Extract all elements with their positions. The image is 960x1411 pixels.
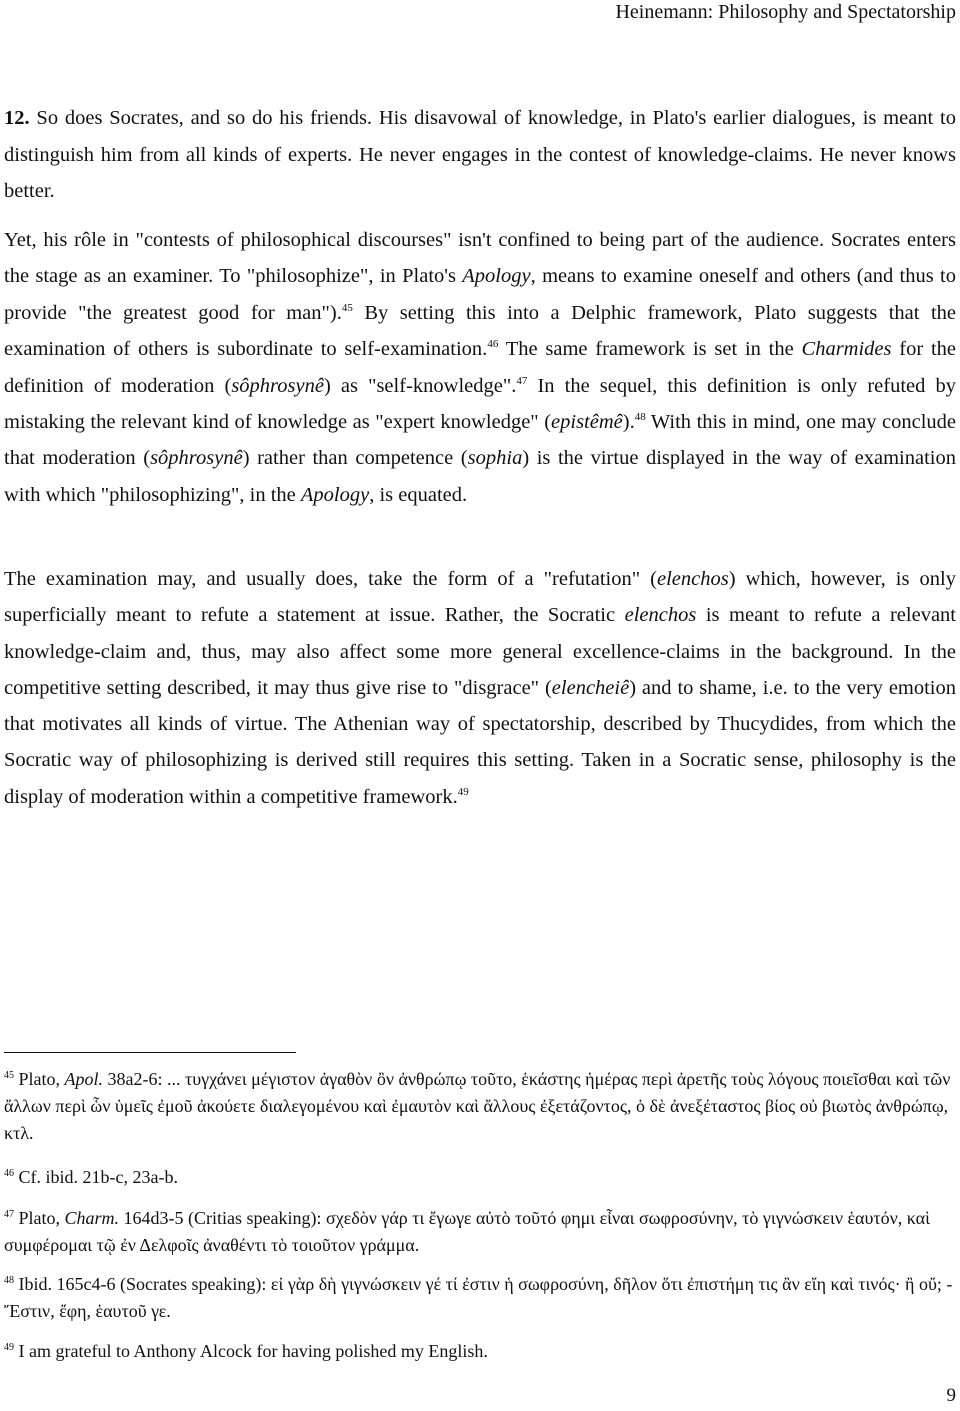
greek-term: sôphrosynê [150, 447, 243, 470]
work-abbreviation: Apol. [64, 1069, 104, 1089]
footnote-45 [4, 1066, 956, 1147]
greek-term: elenchos [624, 604, 697, 627]
text-segment: ) which, however, is only superficially meant to refute a statement at issue. Rather, the Socratic [4, 568, 956, 627]
paragraph-refutation [4, 561, 956, 815]
footnote-text: 38a2-6: ... τυγχάνει μέγιστον ἀγαθὸν ὂν ἀνθρώπῳ τοῦτο, ἑκάστης ἡμέρας περὶ ἀρετῆς τοὺς λόγους ποιεῖσθαι καὶ τῶν ἄλλων περὶ ὧν ὑμεῖς ἐμοῦ ἀκούετε διαλεγομένου καὶ ἐμαυτὸν καὶ ἄλλους ἐξετάζοντος, ὁ δὲ ἀνεξέταστος βίος οὐ βιωτὸς ἀνθρώπῳ, κτλ. [4, 1069, 951, 1143]
text-segment: With this in mind, one may conclude that moderation ( [4, 411, 956, 470]
text-segment: ) as "self-knowledge". [323, 374, 517, 397]
footnote-number: 48 [4, 1275, 14, 1286]
footnote-text: 164d3-5 (Critias speaking): σχεδὸν γάρ τι ἔγωγε αὐτὸ τοῦτό φημι εἶναι σωφροσύνην, τὸ γιγνώσκειν ἑαυτόν, καὶ συμφέρομαι τῷ ἐν Δελφοῖς ἀναθέντι τὸ τοιοῦτον γράμμα. [4, 1208, 930, 1255]
footnote-text: I am grateful to Anthony Alcock for having polished my English. [14, 1341, 488, 1361]
text-segment: The examination may, and usually does, take the form of a "refutation" ( [4, 568, 657, 590]
footnote-ref-48[interactable]: 48 [634, 411, 646, 424]
footnote-text: Ibid. 165c4-6 (Socrates speaking): εἰ γὰρ δὴ γιγνώσκειν γέ τί ἐστιν ἡ σωφροσύνη, δῆλον ὅτι ἐπιστήμη τις ἂν εἴη καὶ τινός· ἢ οὔ; - Ἔστιν, ἔφη, ἑαυτοῦ γε. [4, 1274, 953, 1321]
paragraph-text: So does Socrates, and so do his friends. His disavowal of knowledge, in Plato's earlier dialogues, is meant to distinguish him from all kinds of experts. He never engages in the contest of knowledge-claims. He never knows better. [4, 107, 956, 202]
text-segment: In the sequel, this definition is only refuted by mistaking the relevant kind of knowledge as "expert knowledge" ( [4, 374, 956, 434]
footnote-ref-45[interactable]: 45 [341, 301, 353, 314]
paragraph-12 [4, 100, 956, 210]
text-segment: , means to examine oneself and others (and thus to provide "the greatest good for man"). [4, 265, 956, 324]
text-segment: is meant to refute a relevant knowledge-claim and, thus, may also affect some more general excellence-claims in the background. In the competitive setting described, it may thus give rise to "disgrace" ( [4, 604, 957, 699]
text-segment: ) rather than competence ( [242, 447, 468, 470]
footnote-text: Cf. ibid. 21b-c, 23a-b. [14, 1167, 178, 1187]
paragraph-examiner [4, 222, 956, 513]
text-segment: ). [622, 411, 635, 434]
running-head: Heinemann: Philosophy and Spectatorship [615, 1, 956, 23]
footnote-number: 47 [4, 1209, 14, 1220]
footnote-number: 46 [4, 1168, 14, 1179]
work-abbreviation: Charm. [64, 1208, 120, 1228]
footnote-ref-47[interactable]: 47 [516, 374, 528, 387]
footnote-text: Plato, [14, 1208, 65, 1228]
paragraph-number: 12. [4, 107, 30, 129]
greek-term: elenchos [656, 568, 729, 590]
text-segment: ) and to shame, i.e. to the very emotion that motivates all kinds of virtue. The Athenian way of spectatorship, described by Thucydides, from which the Socratic way of philosophizing is derived still requires this setting. Taken in a Socratic sense, philosophy is the display of moderation within a competitive framework. [4, 676, 956, 808]
greek-term: epistêmê [551, 411, 623, 434]
page-number: 9 [946, 1385, 956, 1406]
footnote-number: 45 [4, 1070, 14, 1081]
text-segment: , is equated. [369, 483, 468, 506]
footnote-text: Plato, [14, 1069, 65, 1089]
footnote-number: 49 [4, 1342, 14, 1353]
footnote-49 [4, 1338, 956, 1365]
text-segment: By setting this into a Delphic framework, Plato suggests that the examination of others is subordinate to self-examination. [4, 301, 956, 361]
text-segment: Yet, his rôle in "contests of philosophical discourses" isn't confined to being part of the audience. Socrates enters the stage as an examiner. To "philosophize", in Plato's [4, 229, 956, 288]
text-segment: The same framework is set in the [498, 338, 802, 361]
footnote-47 [4, 1205, 956, 1259]
work-title: Apology [300, 483, 370, 506]
text-segment: ) is the virtue displayed in the way of examination with which "philosophizing", in the [4, 447, 956, 506]
greek-term: sophia [467, 447, 523, 470]
work-title: Charmides [801, 338, 892, 361]
footnote-ref-46[interactable]: 46 [487, 338, 499, 351]
work-title: Apology [462, 265, 531, 288]
footnote-ref-49[interactable]: 49 [457, 785, 469, 798]
text-segment: for the definition of moderation ( [4, 338, 956, 397]
greek-term: sôphrosynê [231, 374, 324, 397]
greek-term: elencheiê [551, 676, 630, 699]
footnote-48 [4, 1271, 956, 1325]
footnote-46 [4, 1164, 956, 1191]
footnote-separator [4, 1052, 296, 1053]
